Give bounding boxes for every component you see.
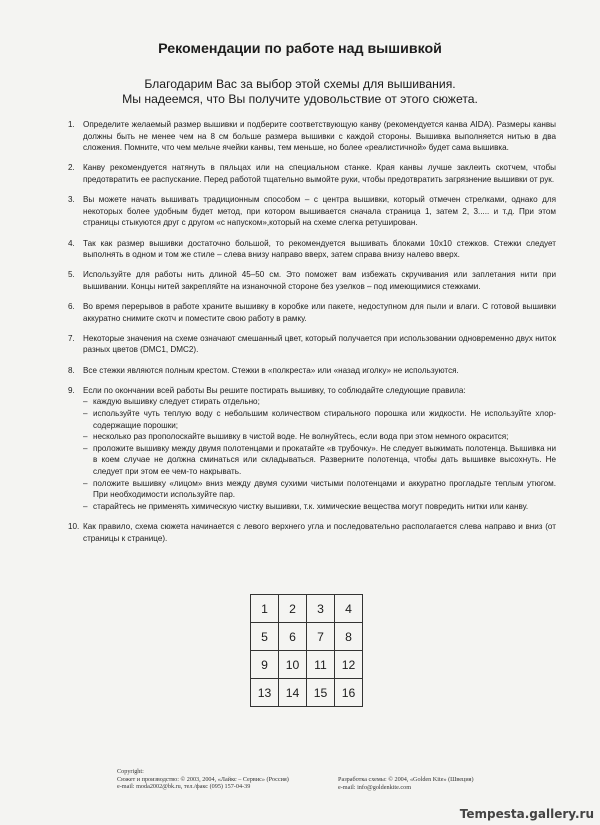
washing-rule: – проложите вышивку между двумя полотенцами и прокатайте «в трубочку». Не следует выжимать полотенца. Вышивка ни в коем случае не должна сминаться или складываться. Разверните полотенца, чтобы дать вышивке высохнуть. Не следует при этом ее чем-то накрывать.: [83, 443, 556, 478]
watermark: Tempesta.gallery.ru: [459, 807, 594, 821]
thanks-line-1: Благодарим Вас за выбор этой схемы для вышивания.: [144, 77, 456, 91]
grid-cell: 1: [251, 595, 279, 623]
page-title: Рекомендации по работе над вышивкой: [158, 41, 442, 57]
designer-line: Разработка схемы: © 2004, «Golden Kite» (Швеция): [338, 776, 474, 783]
grid-cell: 4: [335, 595, 363, 623]
list-item: [68, 269, 556, 292]
item-text: Определите желаемый размер вышивки и подберите соответствующую канву (рекомендуется канва AIDA). Размеры канвы должны быть не менее чем на 8 см больше размера вышивки с каждой стороны. Вышивка выполняется нитью в два сложения. Помните, что чем мельче ячейки канвы, тем меньше, но более «реалистичной» будет сама вышивка.: [83, 120, 556, 153]
item-number: 7.: [68, 333, 75, 343]
grid-cell: 16: [335, 679, 363, 707]
washing-rule: – используйте чуть теплую воду с небольшим количеством стирального порошка или жидкости. Не используйте хлор-содержащие порошки;: [83, 408, 556, 431]
item-number: 3.: [68, 195, 75, 205]
item-number: 4.: [68, 238, 75, 248]
list-item: [68, 301, 556, 324]
thanks-message: [0, 77, 600, 107]
washing-rule: – каждую вышивку следует стирать отдельно;: [83, 396, 556, 408]
washing-rules: [83, 396, 556, 512]
washing-rule: – старайтесь не применять химическую чистку вышивки, т.к. химические вещества могут повредить нитки или канву.: [83, 501, 556, 513]
item-number: 10.: [68, 521, 80, 531]
grid-cell: 11: [307, 651, 335, 679]
grid-cell: 7: [307, 623, 335, 651]
list-item: [68, 194, 556, 229]
item-number: 5.: [68, 270, 75, 280]
grid-cell: 5: [251, 623, 279, 651]
list-item: [68, 521, 556, 544]
grid-cell: 12: [335, 651, 363, 679]
item-number: 1.: [68, 120, 75, 129]
item-number: 6.: [68, 302, 75, 312]
item-text: Если по окончании всей работы Вы решите постирать вышивку, то соблюдайте следующие правила:: [83, 385, 466, 395]
grid-cell: 9: [251, 651, 279, 679]
recommendations-list: [68, 119, 556, 553]
washing-rule: – несколько раз прополоскайте вышивку в чистой воде. Не волнуйтесь, если вода при этом немного окрасится;: [83, 431, 556, 443]
item-text: Так как размер вышивки достаточно большой, то рекомендуется вышивать блоками 10х10 стежков. Стежки следует выполнять в одном и том же стиле – слева внизу направо вверх, затем справа внизу налево вверх.: [83, 238, 556, 260]
item-text: Вы можете начать вышивать традиционным способом – с центра вышивки, который отмечен стрелками, однако для некоторых более удобным будет метод, при котором вышивается сначала страница 1, затем 2, 3..... и т.д. При этом страницы стыкуются друг с другом «с напуском»,который на схеме слегка ретуширован.: [83, 195, 556, 228]
item-number: 9.: [68, 385, 75, 395]
list-item: [68, 162, 556, 185]
thanks-line-2: Мы надеемся, что Вы получите удовольствие от этого сюжета.: [122, 92, 478, 106]
washing-rule: – положите вышивку «лицом» вниз между двумя сухими чистыми полотенцами и аккуратно прогладьте теплым утюгом. При необходимости используйте пар.: [83, 478, 556, 501]
grid-cell: 15: [307, 679, 335, 707]
list-item: [68, 119, 556, 154]
list-item-washing: [68, 385, 556, 513]
item-text: Канву рекомендуется натянуть в пяльцах или на специальном станке. Края канвы лучше заклеить скотчем, чтобы предотвратить ее распускание. Перед работой тщательно вымойте руки, чтобы предотвратить загрязнение вышивки от рук.: [83, 163, 556, 184]
grid-cell: 10: [279, 651, 307, 679]
item-text: Во время перерывов в работе храните вышивку в коробке или пакете, недоступном для пыли и влаги. С готовой вышивки аккуратно снимите скотч и поместите свою работу в рамку.: [83, 302, 556, 323]
grid-cell: 2: [279, 595, 307, 623]
footer-copyright-left: [117, 768, 289, 791]
footer-copyright-right: [338, 776, 474, 791]
list-item: [68, 333, 556, 356]
grid-cell: 13: [251, 679, 279, 707]
copyright-label: Copyright:: [117, 768, 144, 775]
grid-cell: 6: [279, 623, 307, 651]
producer-line: Сюжет и производство: © 2003, 2004, «Лайкс – Сервис» (Россия): [117, 775, 289, 783]
list-item: [68, 238, 556, 261]
grid-cell: 14: [279, 679, 307, 707]
page-order-grid: [250, 594, 363, 707]
designer-contact: e-mail: info@goldenkite.com: [338, 783, 412, 791]
list-item: [68, 365, 556, 377]
item-number: 8.: [68, 365, 75, 375]
grid-cell: 3: [307, 595, 335, 623]
item-text: Все стежки являются полным крестом. Стежки в «полкреста» или «назад иголку» не используются.: [83, 365, 459, 375]
item-text: Используйте для работы нить длиной 45–50 см. Это поможет вам избежать скручивания или заплетания нити при вышивании. Концы нитей закрепляйте на изнаночной стороне без узелков – под имеющимися стежками.: [83, 270, 556, 291]
grid-cell: 8: [335, 623, 363, 651]
item-text: Некоторые значения на схеме означают смешанный цвет, который получается при использовании одновременно двух ниток разных цветов (DMC1, DMC2).: [83, 333, 556, 355]
item-text: Как правило, схема сюжета начинается с левого верхнего угла и последовательно располагается слева направо и вниз (от страницы к странице).: [83, 521, 556, 543]
item-number: 2.: [68, 163, 75, 173]
producer-contact: e-mail: moda2002@bk.ru, тел./факс (095) 157-04-39: [117, 783, 251, 791]
